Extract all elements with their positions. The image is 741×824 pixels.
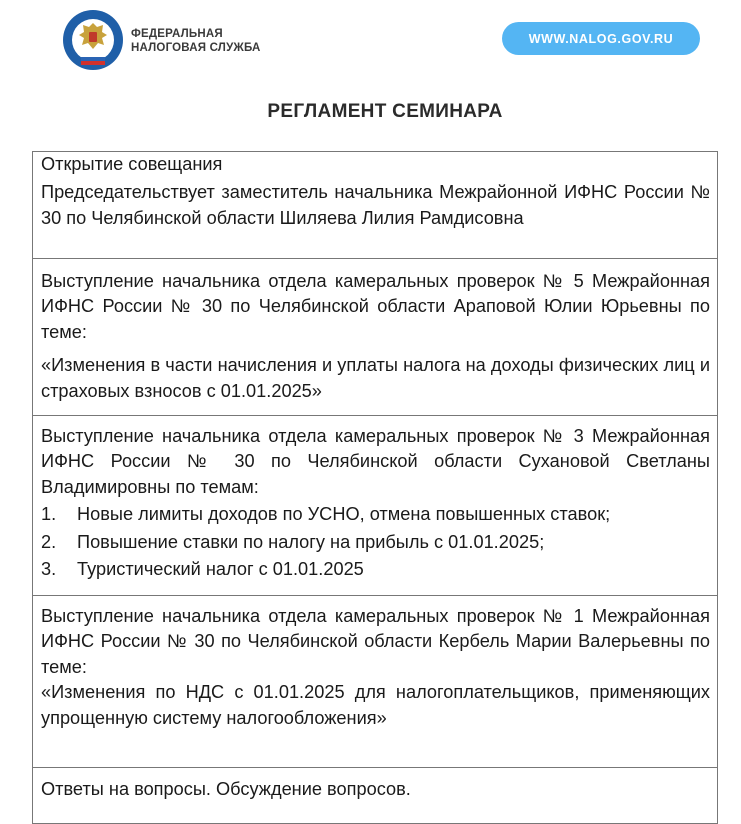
page-title: РЕГЛАМЕНТ СЕМИНАРА xyxy=(267,101,503,122)
list-text: Повышение ставки по налогу на прибыль с 01.01.2025; xyxy=(77,531,545,552)
questions-text: Ответы на вопросы. Обсуждение вопросов. xyxy=(41,779,411,799)
fns-emblem-logo xyxy=(62,9,124,71)
org-name-line1: ФЕДЕРАЛЬНАЯ xyxy=(131,28,223,40)
chair-text: Председательствует заместитель начальника Межрайонной ИФНС России № 30 по Челябинской области Шиляева Лилия Рамдисовна xyxy=(41,182,710,228)
agenda-item-speaker-1 xyxy=(33,269,717,416)
org-name-line2: НАЛОГОВАЯ СЛУЖБА xyxy=(131,42,261,54)
topics-list xyxy=(41,502,710,582)
org-name xyxy=(131,27,261,55)
topic-text: «Изменения в части начисления и уплаты налога на доходы физических лиц и страховых взносов с 01.01.2025» xyxy=(41,355,710,401)
list-number: 3. xyxy=(41,559,57,580)
agenda-item-questions xyxy=(33,777,717,823)
list-number: 2. xyxy=(41,531,57,552)
speaker-text: Выступление начальника отдела камеральных проверок № 5 Межрайонная ИФНС России № 30 по Челябинской области Араповой Юлии Юрьевны по теме: xyxy=(41,271,710,342)
list-item xyxy=(41,530,710,555)
list-text: Новые лимиты доходов по УСНО, отмена повышенных ставок; xyxy=(77,504,611,525)
opening-heading: Открытие совещания xyxy=(41,154,223,174)
agenda-item-speaker-2 xyxy=(33,424,717,596)
agenda-item-speaker-3 xyxy=(33,604,717,768)
list-number: 1. xyxy=(41,504,57,525)
list-text: Туристический налог с 01.01.2025 xyxy=(77,559,364,580)
website-link-button[interactable]: WWW.NALOG.GOV.RU xyxy=(502,22,700,55)
speaker-text: Выступление начальника отдела камеральных проверок № 3 Межрайонная ИФНС России № 30 по Челябинской области Сухановой Светланы Владимировны по темам: xyxy=(41,426,710,497)
list-item xyxy=(41,557,710,582)
speaker-text: Выступление начальника отдела камеральных проверок № 1 Межрайонная ИФНС России № 30 по Челябинской области Кербель Марии Валерьевны по теме: xyxy=(41,606,710,677)
page-header xyxy=(0,0,741,90)
agenda-item-opening xyxy=(33,152,717,259)
list-item xyxy=(41,502,710,527)
topic-text: «Изменения по НДС с 01.01.2025 для налогоплательщиков, применяющих упрощенную систему налогообложения» xyxy=(41,682,710,728)
agenda-table xyxy=(32,151,718,824)
